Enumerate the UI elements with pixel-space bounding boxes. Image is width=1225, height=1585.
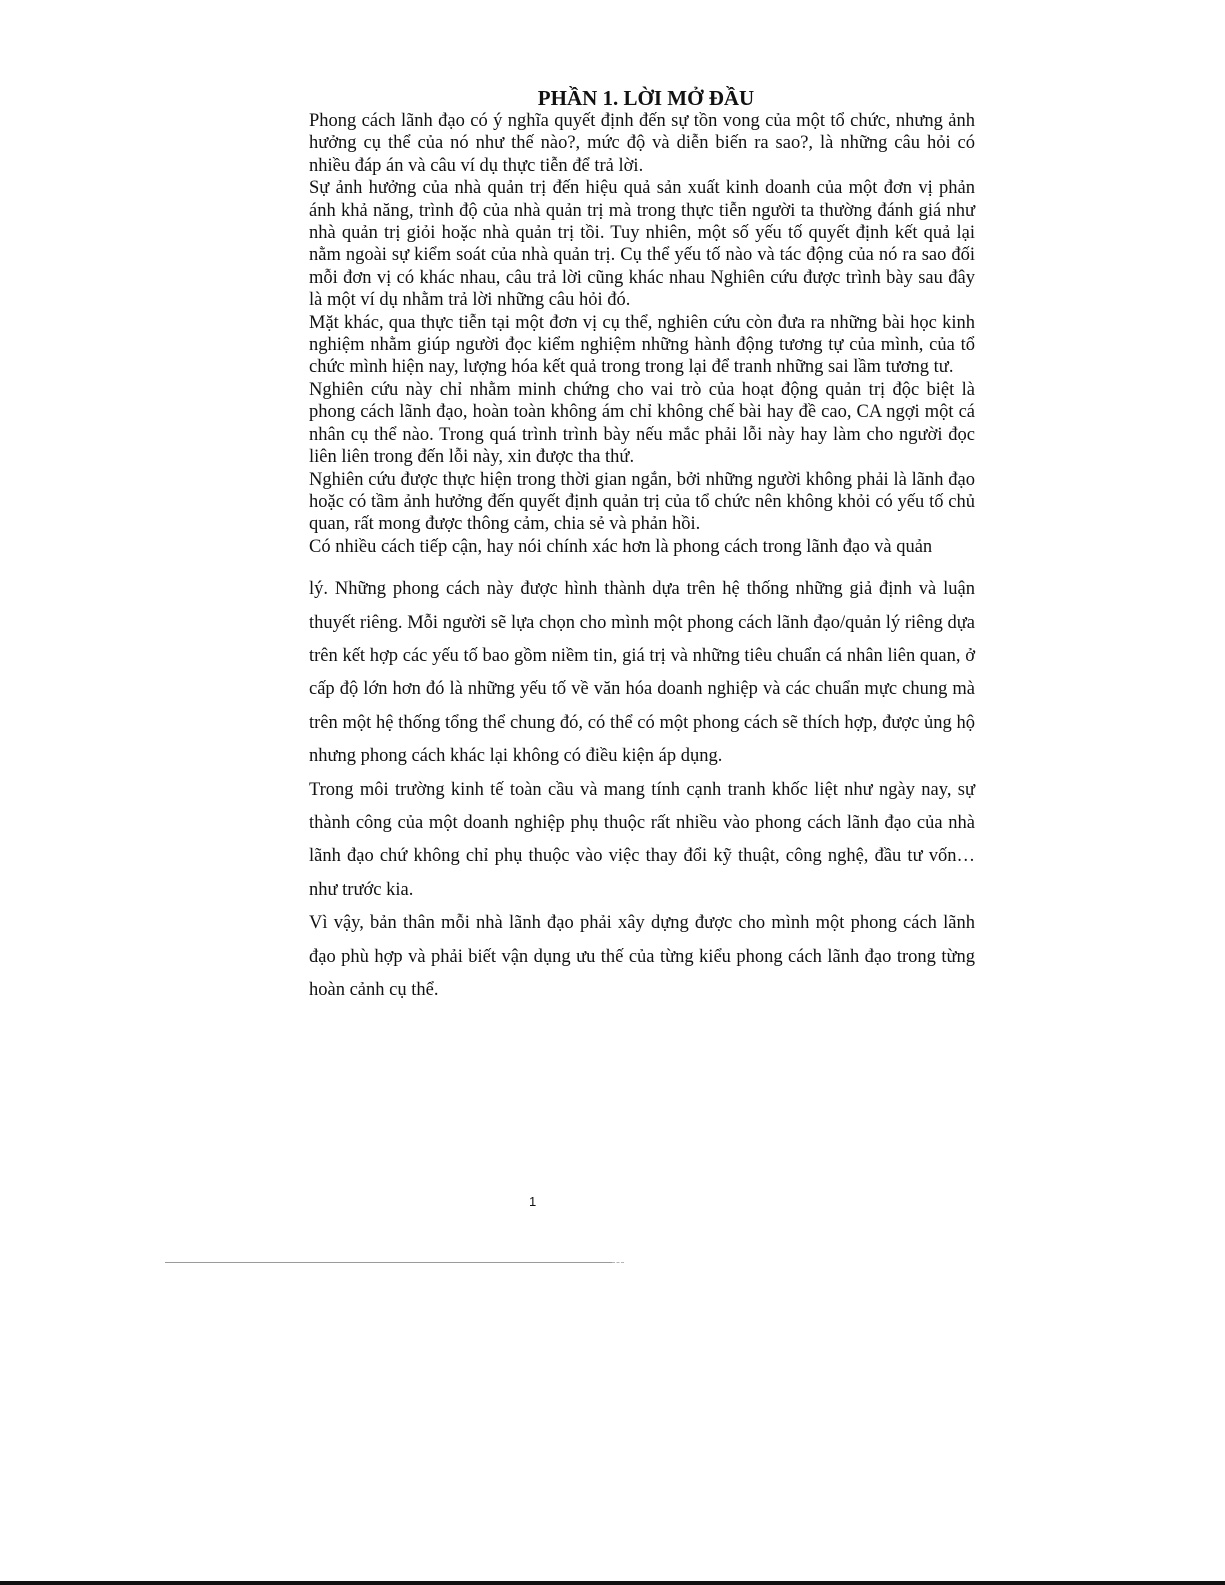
page-number: 1 [529, 1194, 537, 1209]
footer-divider [165, 1262, 612, 1263]
paragraph: Phong cách lãnh đạo có ý nghĩa quyết định đến sự tồn vong của một tổ chức, nhưng ảnh hưởng cụ thể của nó như thế nào?, mức độ và diễn biến ra sao?, là những câu hỏi có nhiều đáp án và câu ví dụ thực tiễn để trả lời. [309, 111, 975, 176]
paragraph: Mặt khác, qua thực tiễn tại một đơn vị cụ thể, nghiên cứu còn đưa ra những bài học kinh nghiệm nhằm giúp người đọc kiểm nghiệm những hành động tương tự của mình, của tổ chức mình hiện nay, lượng hóa kết quả trong trong lại để tranh những sai lầm tương tư. [309, 312, 975, 378]
paragraph: Có nhiều cách tiếp cận, hay nói chính xác hơn là phong cách trong lãnh đạo và quản [309, 536, 933, 557]
bottom-edge-band [0, 1581, 1225, 1585]
section-title: PHẦN 1. LỜI MỞ ĐẦU [537, 86, 755, 110]
paragraph: lý. Những phong cách này được hình thành dựa trên hệ thống những giả định và luận thuyết riêng. Mỗi người sẽ lựa chọn cho mình một phong cách lãnh đạo/quản lý riêng dựa trên kết hợp các yếu tố bao gồm niềm tin, giá trị và những tiêu chuẩn cá nhân liên quan, ở cấp độ lớn hơn đó là những yếu tố về văn hóa doanh nghiệp và các chuẩn mực chung mà trên một hệ thống tổng thể chung đó, có thể có một phong cách sẽ thích hợp, được ủng hộ nhưng phong cách khác lại không có điều kiện áp dụng. [309, 579, 975, 767]
paragraph: Sự ảnh hưởng của nhà quản trị đến hiệu quả sản xuất kinh doanh của một đơn vị phản ánh khả năng, trình độ của nhà quản trị mà trong thực tiễn người ta thường đánh giá như nhà quản trị giỏi hoặc nhà quản trị tồi. Tuy nhiên, một số yếu tố quyết định kết quả lại nằm ngoài sự kiểm soát của nhà quản trị. Cụ thể yếu tố nào và tác động của nó ra sao đối mỗi đơn vị có khác nhau, câu trả lời cũng khác nhau Nghiên cứu được trình bày sau đây là một ví dụ nhằm trả lời những câu hỏi đó. [309, 178, 975, 311]
paragraph: Nghiên cứu này chỉ nhằm minh chứng cho vai trò của hoạt động quản trị độc biệt là phong cách lãnh đạo, hoàn toàn không ám chỉ không chế bài hay đề cao, CA ngợi một cá nhân cụ thể nào. Trong quá trình trình bày nếu mắc phải lỗi này hay làm cho người đọc liên liên trong đến lỗi này, xin được tha thứ. [309, 379, 975, 468]
paragraph: Trong môi trường kinh tế toàn cầu và mang tính cạnh tranh khốc liệt như ngày nay, sự thành công của một doanh nghiệp phụ thuộc rất nhiều vào phong cách lãnh đạo của nhà lãnh đạo chứ không chỉ phụ thuộc vào việc thay đổi kỹ thuật, công nghệ, đầu tư vốn…như trước kia. [309, 779, 975, 900]
dense-text-block [309, 110, 975, 558]
paragraph: Vì vậy, bản thân mỗi nhà lãnh đạo phải xây dựng được cho mình một phong cách lãnh đạo phù hợp và phải biết vận dụng ưu thế của từng kiểu phong cách lãnh đạo trong từng hoàn cảnh cụ thể. [309, 913, 975, 1000]
footer-divider-tail [612, 1262, 624, 1263]
paragraph: Nghiên cứu được thực hiện trong thời gian ngắn, bởi những người không phải là lãnh đạo hoặc có tầm ảnh hưởng đến quyết định quản trị của tổ chức nên không khỏi có yếu tố chủ quan, rất mong được thông cảm, chia sẻ và phản hồi. [309, 469, 975, 535]
spaced-text-block [309, 573, 975, 1007]
page-content [309, 86, 975, 1007]
